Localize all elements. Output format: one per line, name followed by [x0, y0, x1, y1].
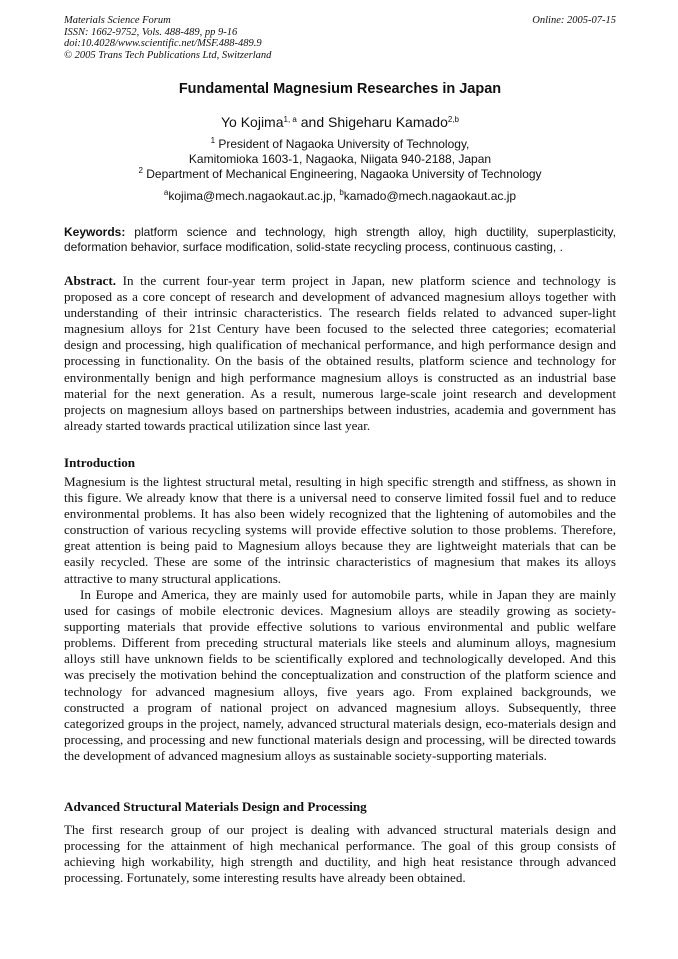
keywords-label: Keywords: [64, 225, 126, 239]
journal-name: Materials Science Forum [64, 15, 171, 26]
abstract-text: In the current four-year term project in Japan, new platform science and technology is proposed as a core concept of research and development of advanced magnesium alloys together with understanding of their intrinsic characteristics. The research fields related to advanced super-light magnesium alloys for 21st Century have been focused to the selected three categories; ecomaterial design and processing, high qualification of mechanical performance, and high performance design and processing in functionality. On the basis of the obtained results, platform science and technology for environmentally benign and high performance magnesium alloys is constructed as an industrial base material for the next generation. As a result, numerous large-scale joint research and development projects on magnesium alloys based on partnerships between industries, academia and government has already started towards practical utilization since last year. [64, 273, 620, 433]
author-2: Shigeharu Kamado [328, 114, 448, 130]
introduction-paragraph-1: Magnesium is the lightest structural metal, resulting in high specific strength and stiffness, as shown in this figure. We already know that there is a universal need to conserve limited fossil fuel and to reduce environmental problems. It has also been widely recognized that the lightening of automobiles and the construction of various recycling systems will provide effective solution to those problems. Therefore, great attention is being paid to Magnesium alloys because they are lightweight materials that can be easily recycled. These are some of the intrinsic characteristics of magnesium that makes its alloys attractive to many structural applications. [64, 474, 616, 586]
email-a-mark: a [163, 188, 169, 197]
author-1-affiliation-mark: 1, a [283, 115, 297, 124]
affiliation-1-text: President of Nagaoka University of Technology, [215, 137, 470, 151]
email-a: kojima@mech.nagaokaut.ac.jp, [168, 189, 340, 203]
email-line [64, 189, 616, 204]
email-b-mark: b [339, 188, 344, 197]
affiliation-2-mark: 2 [138, 166, 143, 175]
copyright-line: © 2005 Trans Tech Publications Ltd, Switzerland [64, 49, 272, 61]
introduction-heading: Introduction [64, 455, 136, 470]
section-2-heading: Advanced Structural Materials Design and Processing [64, 799, 367, 814]
affiliation-2 [64, 167, 616, 182]
affiliation-1-line-2: Kamitomioka 1603-1, Nagaoka, Niigata 940-2188, Japan [188, 152, 492, 166]
author-line [64, 114, 616, 130]
author-connector: and [296, 114, 328, 130]
keywords-text: platform science and technology, high strength alloy, high ductility, superplasticity, deformation behavior, surface modification, solid-state recycling process, continuous casting, . [64, 225, 620, 254]
paper-title: Fundamental Magnesium Researches in Japan [178, 81, 502, 97]
online-date: Online: 2005-07-15 [532, 15, 616, 26]
author-1: Yo Kojima [220, 114, 284, 130]
issn-line: ISSN: 1662-9752, Vols. 488-489, pp 9-16 [64, 26, 238, 38]
doi-line: doi:10.4028/www.scientific.net/MSF.488-489.9 [64, 38, 262, 49]
author-2-affiliation-mark: 2,b [447, 115, 459, 124]
affiliation-2-text: Department of Mechanical Engineering, Nagaoka University of Technology [142, 167, 542, 181]
affiliation-1-line-1 [64, 137, 616, 152]
section-2-paragraph-1: The first research group of our project is dealing with advanced structural materials design and processing for the attainment of high mechanical performance. The goal of this group consists of achieving high workability, high strength and ductility, and high heat resistance through advanced processing. Fortunately, some interesting results have already been obtained. [64, 822, 616, 886]
abstract [64, 273, 620, 434]
abstract-label: Abstract. [64, 273, 116, 288]
keywords [64, 225, 620, 255]
journal-header [64, 15, 616, 61]
introduction-paragraph-2: In Europe and America, they are mainly used for automobile parts, while in Japan they are mainly used for casings of mobile electronic devices. Magnesium alloys are steadily growing as society-supporting materials that provide effective solutions to various environmental and public welfare problems. Different from preceding structural materials like steels and aluminum alloys, magnesium alloys still have unknown fields to be scientifically explored and technologically developed. And this was precisely the motivation behind the conceptualization and construction of the platform science and technology for advanced magnesium alloys, five years ago. From explained backgrounds, we constructed a program of national project on advanced magnesium alloys. Subsequently, three categorized groups in the project, namely, advanced structural materials design, eco-materials design and processing, and processing and new functional materials design and processing, will be directed towards the development of advanced magnesium alloys as sustainable society-supporting materials. [64, 587, 616, 763]
affiliation-1-mark: 1 [210, 136, 216, 145]
email-b: kamado@mech.nagaokaut.ac.jp [343, 189, 517, 203]
